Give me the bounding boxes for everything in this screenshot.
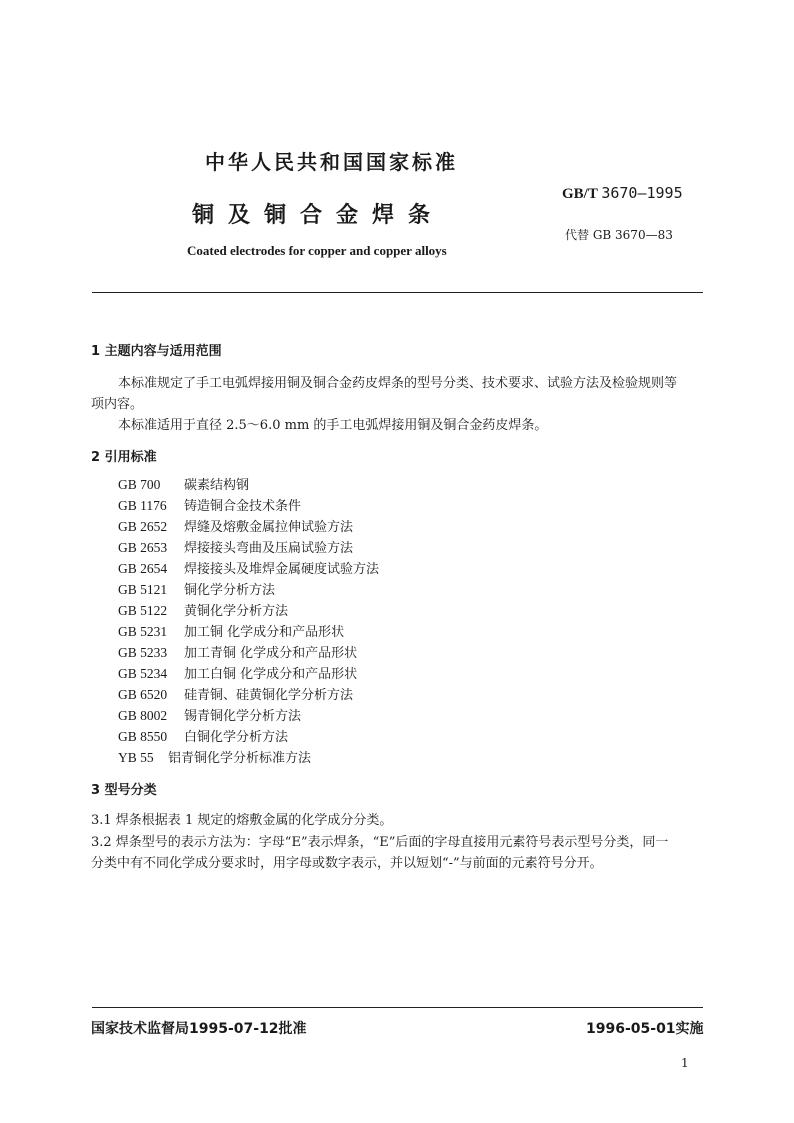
reference-item <box>118 726 288 745</box>
clause-3-2-line-1: 3.2 焊条型号的表示方法为：字母“E”表示焊条，“E”后面的字母直接用元素符号表示型号分类，同一 <box>91 835 669 850</box>
reference-title: 焊接接头弯曲及压扁试验方法 <box>184 541 354 556</box>
reference-code: GB 8002 <box>118 708 168 723</box>
reference-code: GB 6520 <box>118 687 168 702</box>
reference-code: GB 2654 <box>118 561 168 576</box>
reference-code: YB 55 <box>118 750 154 765</box>
reference-code: GB 5234 <box>118 666 168 681</box>
section-1-paragraph-2: 本标准适用于直径 2.5～6.0 mm 的手工电弧焊接用铜及铜合金药皮焊条。 <box>118 418 548 433</box>
reference-title: 焊缝及熔敷金属拉伸试验方法 <box>184 520 354 535</box>
reference-title: 白铜化学分析方法 <box>184 730 289 745</box>
reference-title: 黄铜化学分析方法 <box>184 604 289 619</box>
standard-prefix: GB/T <box>562 186 598 202</box>
reference-item <box>118 558 379 577</box>
clause-3-1: 3.1 焊条根据表 1 规定的熔敷金属的化学成分分类。 <box>91 813 393 828</box>
replaces-note: 代替 GB 3670—83 <box>565 228 673 242</box>
section-1-paragraph-1-line-1: 本标准规定了手工电弧焊接用铜及铜合金药皮焊条的型号分类、技术要求、试验方法及检验规则等 <box>118 376 678 391</box>
reference-code: GB 1176 <box>118 498 167 513</box>
reference-item <box>118 747 311 766</box>
issuing-body-heading: 中华人民共和国国家标准 <box>205 150 458 174</box>
header-divider <box>92 292 703 293</box>
reference-code: GB 700 <box>118 477 161 492</box>
clause-3-2-line-2: 分类中有不同化学成分要求时，用字母或数字表示，并以短划“-”与前面的元素符号分开。 <box>91 856 603 871</box>
reference-code: GB 5121 <box>118 582 168 597</box>
reference-code: GB 5122 <box>118 603 168 618</box>
reference-code: GB 2652 <box>118 519 168 534</box>
reference-item <box>118 705 301 724</box>
reference-title: 焊接接头及堆焊金属硬度试验方法 <box>184 562 380 577</box>
reference-item <box>118 495 301 514</box>
section-1-paragraph-1-line-2: 项内容。 <box>91 397 144 412</box>
reference-title: 加工白铜 化学成分和产品形状 <box>184 667 358 682</box>
standard-code <box>562 184 683 203</box>
section-2-heading: 2 引用标准 <box>91 450 157 465</box>
reference-item <box>118 600 288 619</box>
reference-title: 碳素结构钢 <box>184 478 250 493</box>
section-1-heading: 1 主题内容与适用范围 <box>91 344 222 359</box>
standard-number: 3670—1995 <box>601 184 683 202</box>
reference-code: GB 5231 <box>118 624 168 639</box>
page-number: 1 <box>681 1056 689 1070</box>
reference-title: 铜化学分析方法 <box>184 583 276 598</box>
reference-code: GB 8550 <box>118 729 168 744</box>
reference-item <box>118 537 353 556</box>
reference-title: 铝青铜化学分析标准方法 <box>168 751 312 766</box>
reference-code: GB 5233 <box>118 645 168 660</box>
reference-item <box>118 516 353 535</box>
footer-divider <box>92 1007 703 1008</box>
document-title: 铜及铜合金焊条 <box>192 203 445 228</box>
reference-code: GB 2653 <box>118 540 168 555</box>
reference-item <box>118 621 344 640</box>
reference-item <box>118 642 357 661</box>
reference-item <box>118 684 353 703</box>
reference-title: 加工铜 化学成分和产品形状 <box>184 625 345 640</box>
reference-title: 锡青铜化学分析方法 <box>184 709 302 724</box>
reference-item <box>118 474 249 493</box>
reference-title: 加工青铜 化学成分和产品形状 <box>184 646 358 661</box>
effective-date: 1996-05-01实施 <box>586 1021 704 1037</box>
document-title-english: Coated electrodes for copper and copper alloys <box>187 243 447 258</box>
reference-item <box>118 663 357 682</box>
reference-title: 硅青铜、硅黄铜化学分析方法 <box>184 688 354 703</box>
section-3-heading: 3 型号分类 <box>91 783 157 798</box>
reference-title: 铸造铜合金技术条件 <box>184 499 302 514</box>
approval-statement: 国家技术监督局1995-07-12批准 <box>91 1021 307 1037</box>
reference-item <box>118 579 275 598</box>
